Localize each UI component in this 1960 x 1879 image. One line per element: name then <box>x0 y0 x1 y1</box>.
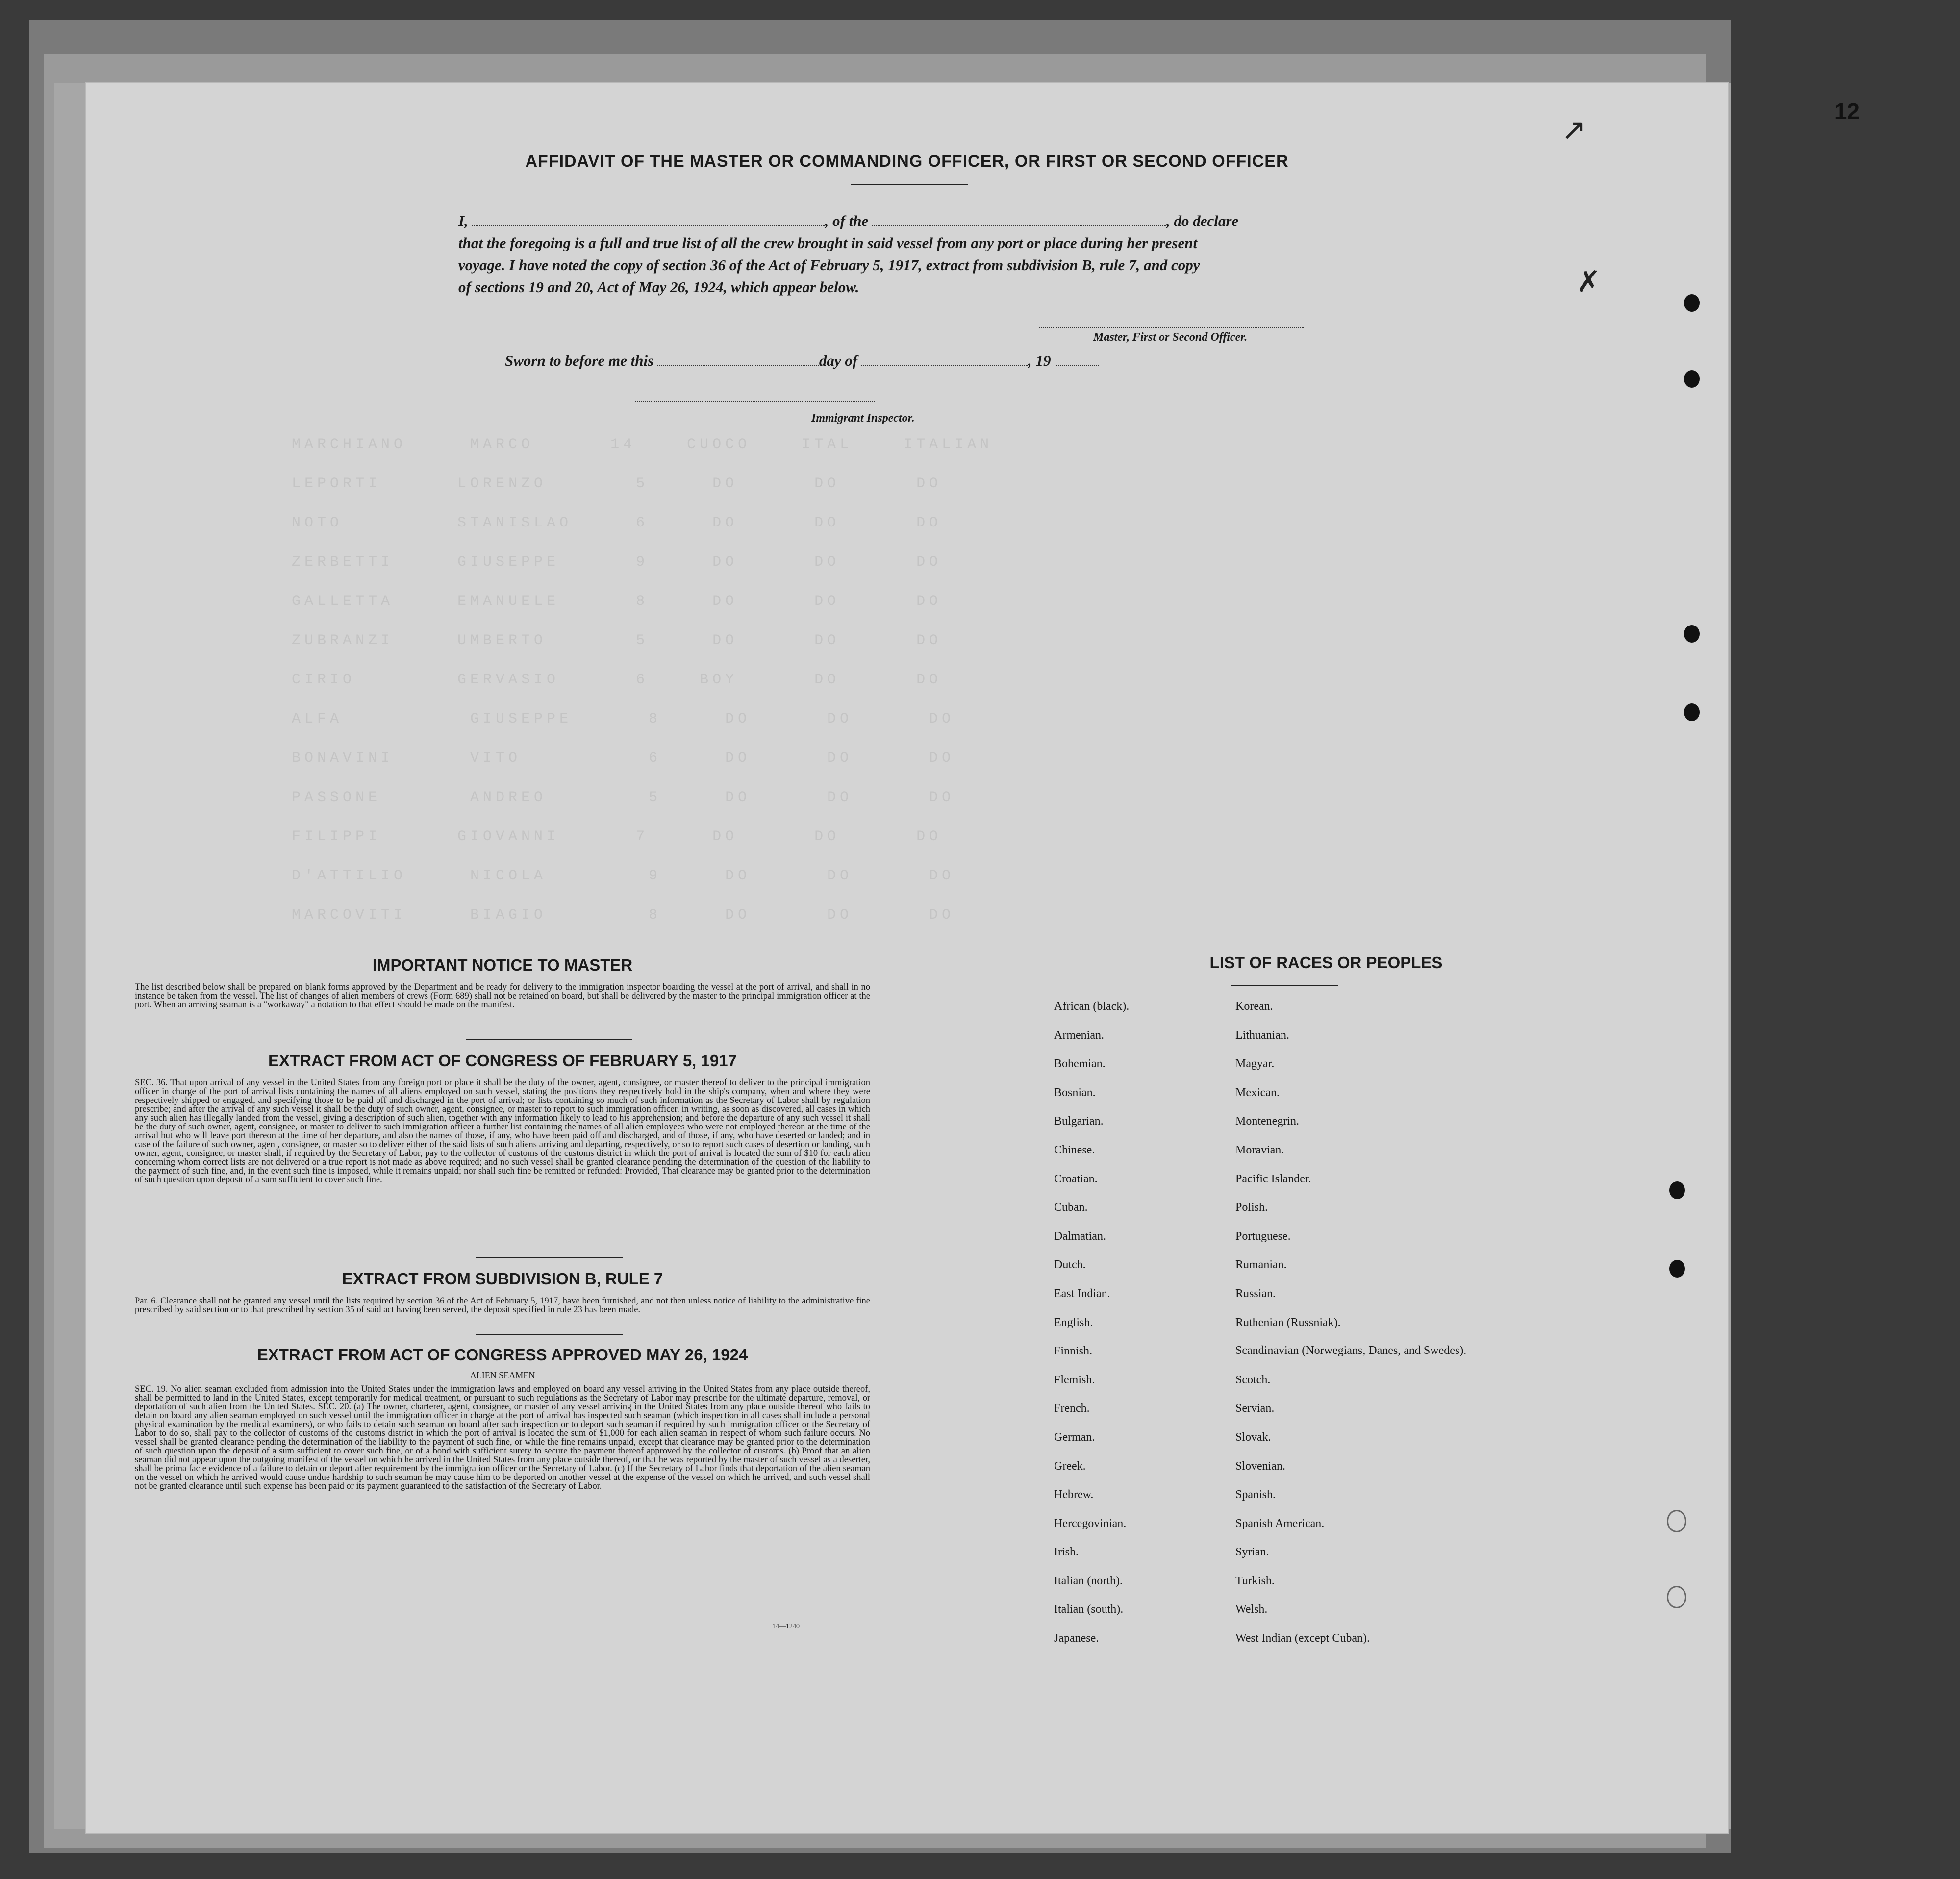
races-right-column <box>1235 1000 1510 1661</box>
affidavit-text: I, <box>458 212 468 229</box>
page-number: 12 <box>1834 99 1859 124</box>
extract-1924-subtitle: ALIEN SEAMEN <box>470 1370 535 1380</box>
divider <box>476 1257 623 1258</box>
race-item: German. <box>1054 1430 1095 1444</box>
bleed-through-text: BONAVINI VITO 6 DO DO DO <box>292 750 955 767</box>
race-item: Turkish. <box>1235 1574 1275 1587</box>
bleed-through-text: LEPORTI LORENZO 5 DO DO DO <box>292 476 942 492</box>
bleed-through-text: NOTO STANISLAO 6 DO DO DO <box>292 515 942 531</box>
race-item: Finnish. <box>1054 1345 1093 1358</box>
race-item: Bohemian. <box>1054 1057 1106 1071</box>
race-item: East Indian. <box>1054 1287 1110 1300</box>
race-item: Portuguese. <box>1235 1229 1291 1243</box>
binder-hole <box>1684 294 1700 312</box>
binder-hole <box>1667 1510 1686 1532</box>
extract-1917-text: SEC. 36. That upon arrival of any vessel in the United States from any foreign port or place it shall be the duty of the owner, agent, consignee, or master thereof to deliver to the principal immigration officer in charge of the port of arrival lists containing the names of all aliens employed on such vessel, stating the positions they respectively hold in the ship's company, when and where they were respectively shipped or engaged, and specifying those to be paid off and discharged in the port of arrival; or lists containing so much of such information as the Secretary of Labor shall by regulation prescribe; and after the arrival of any such vessel it shall be the duty of such owner, agent, consignee, or master to report to such immigration officer, in writing, as soon as discovered, all cases in which any such alien has illegally landed from the vessel, giving a description of such alien, together with any information likely to lead to his apprehension; and before the departure of any such vessel it shall be the duty of such owner, agent, consignee, or master to deliver to such immigration officer a further list containing the names of all alien employees who were not employed thereon at the time of the arrival but who will leave port thereon at the time of her departure, and also the names of those, if any, who have been paid off and discharged, and of those, if any, who have deserted or landed; and in case of the failure of such owner, agent, consignee, or master so to deliver either of the said lists of such aliens arriving and departing, respectively, or so to report such cases of desertion or landing, such owner, agent, consignee, or master shall, if required by the Secretary of Labor, pay to the collector of customs of the customs district in which the port of arrival is located the sum of $10 for each alien concerning whom correct lists are not delivered or a true report is not made as above required; and no such vessel shall be granted clearance pending the determination of the question of the liability to the payment of such fine, and, in the event such fine is imposed, while it remains unpaid; nor shall such fine be remitted or refunded: Provided, That clearance may be granted prior to the determination of such question upon deposit of a sum sufficient to cover such fine. <box>135 1078 870 1185</box>
race-item: Syrian. <box>1235 1546 1269 1559</box>
race-item: Dutch. <box>1054 1258 1086 1272</box>
affidavit-text: , of the <box>825 212 869 229</box>
race-item: Spanish. <box>1235 1488 1276 1502</box>
race-item: Greek. <box>1054 1459 1086 1473</box>
extract-1917-title: EXTRACT FROM ACT OF CONGRESS OF FEBRUARY 5, 1917 <box>268 1052 737 1070</box>
divider <box>851 184 968 185</box>
binder-hole <box>1684 625 1700 643</box>
vessel-blank[interactable] <box>872 212 1166 226</box>
divider <box>466 1039 632 1040</box>
race-item: West Indian (except Cuban). <box>1235 1632 1370 1645</box>
race-item: Moravian. <box>1235 1143 1284 1156</box>
binder-hole <box>1684 703 1700 721</box>
year-blank[interactable] <box>1055 352 1099 366</box>
race-item: Bosnian. <box>1054 1086 1096 1099</box>
bleed-through-text: MARCOVITI BIAGIO 8 DO DO DO <box>292 907 955 924</box>
race-item: Hercegovinian. <box>1054 1517 1127 1530</box>
master-signature-label: Master, First or Second Officer. <box>1093 331 1248 344</box>
binder-hole <box>1669 1260 1685 1278</box>
race-item: Flemish. <box>1054 1373 1095 1386</box>
race-item: African (black). <box>1054 1000 1130 1013</box>
race-item: Slovak. <box>1235 1430 1271 1444</box>
race-item: English. <box>1054 1316 1093 1329</box>
bleed-through-text: MARCHIANO MARCO 14 CUOCO ITAL ITALIAN <box>292 436 993 453</box>
affidavit-text: , 19 <box>1028 352 1051 369</box>
race-item: Slovenian. <box>1235 1459 1285 1473</box>
divider <box>1231 985 1338 986</box>
race-item: Irish. <box>1054 1546 1079 1559</box>
bleed-through-text: FILIPPI GIOVANNI 7 DO DO DO <box>292 828 942 845</box>
race-item: Mexican. <box>1235 1086 1280 1099</box>
notice-text: The list described below shall be prepared on blank forms approved by the Department and be ready for delivery to the immigration inspector boarding the vessel at the port of arrival, and shall in no instance be taken from the vessel. The list of changes of alien members of crews (Form 689) shall not be retained on board, but shall be delivered by the master to the principal immigration officer at the port. When an arriving seaman is a "workaway" a notation to that effect should be made on the manifest. <box>135 982 870 1010</box>
race-item: Korean. <box>1235 1000 1273 1013</box>
bleed-through-text: ZUBRANZI UMBERTO 5 DO DO DO <box>292 632 942 649</box>
binder-hole <box>1669 1181 1685 1199</box>
race-item: Montenegrin. <box>1235 1115 1299 1128</box>
sworn-line <box>505 351 1476 371</box>
handwritten-mark: ✗ <box>1576 265 1601 298</box>
race-item: French. <box>1054 1402 1090 1415</box>
signature-line <box>1039 327 1304 328</box>
race-item: Pacific Islander. <box>1235 1172 1311 1185</box>
month-blank[interactable] <box>861 352 1028 366</box>
race-item: Dalmatian. <box>1054 1229 1106 1243</box>
races-title: LIST OF RACES OR PEOPLES <box>1209 953 1443 972</box>
notice-title: IMPORTANT NOTICE TO MASTER <box>372 956 633 974</box>
bleed-through-text: ZERBETTI GIUSEPPE 9 DO DO DO <box>292 554 942 571</box>
binder-hole <box>1667 1586 1686 1608</box>
binder-hole <box>1684 370 1700 388</box>
handwritten-mark: ↗ <box>1561 113 1586 146</box>
affidavit-line-4: of sections 19 and 20, Act of May 26, 1924, which appear below. <box>458 278 859 296</box>
day-blank[interactable] <box>657 352 819 366</box>
affidavit-title: AFFIDAVIT OF THE MASTER OR COMMANDING OFFICER, OR FIRST OR SECOND OFFICER <box>525 152 1289 171</box>
inspector-signature-label: Immigrant Inspector. <box>811 412 915 425</box>
race-item: Chinese. <box>1054 1143 1095 1156</box>
race-item: Italian (north). <box>1054 1574 1123 1587</box>
affidavit-line-3: voyage. I have noted the copy of section 36 of the Act of February 5, 1917, extract from subdivision B, rule 7, and copy <box>458 256 1200 274</box>
race-item: Scotch. <box>1235 1373 1271 1386</box>
race-item: Croatian. <box>1054 1172 1098 1185</box>
race-item: Japanese. <box>1054 1632 1099 1645</box>
bleed-through-text: PASSONE ANDREO 5 DO DO DO <box>292 789 955 806</box>
race-item: Hebrew. <box>1054 1488 1094 1502</box>
bleed-through-text: GALLETTA EMANUELE 8 DO DO DO <box>292 593 942 610</box>
form-number: 14—1240 <box>772 1623 800 1630</box>
document-page <box>86 83 1728 1833</box>
race-item: Cuban. <box>1054 1201 1088 1214</box>
affidavit-line-1 <box>458 211 1429 231</box>
race-item: Scandinavian (Norwegians, Danes, and Swedes). <box>1235 1344 1467 1357</box>
race-item: Armenian. <box>1054 1028 1104 1042</box>
race-item: Welsh. <box>1235 1603 1268 1616</box>
race-item: Bulgarian. <box>1054 1115 1104 1128</box>
race-item: Servian. <box>1235 1402 1275 1415</box>
name-blank[interactable] <box>472 212 825 226</box>
extract-1924-title: EXTRACT FROM ACT OF CONGRESS APPROVED MAY 26, 1924 <box>257 1346 748 1364</box>
bleed-through-text: CIRIO GERVASIO 6 BOY DO DO <box>292 672 942 688</box>
extract-rule7-text: Par. 6. Clearance shall not be granted any vessel until the lists required by section 36 of the Act of February 5, 1917, have been furnished, and not then unless notice of liability to the administrative fine prescribed by said section or to that prescribed by section 35 of said act having been served, the deposit specified in rule 23 has been made. <box>135 1296 870 1315</box>
extract-1924-text: SEC. 19. No alien seaman excluded from admission into the United States under the immigration laws and employed on board any vessel arriving in the United States from any place outside thereof, shall be permitted to land in the United States, except temporarily for medical treatment, or pursuant to such regulations as the Secretary of Labor may prescribe for the ultimate departure, removal, or deportation of such alien from the United States. SEC. 20. (a) The owner, charterer, agent, consignee, or master of any vessel arriving in the United States from any place outside thereof who fails to detain on board any alien seaman employed on such vessel until the immigration officer in charge at the port of arrival has inspected such seaman (which inspection in all cases shall include a personal physical examination by the medical examiners), or who fails to detain such seaman on board after such inspection or to deport such seaman if required by such immigration officer or the Secretary of Labor to do so, shall pay to the collector of customs of the customs district in which the port of arrival is located the sum of $1,000 for each alien seaman in respect of whom such failure occurs. No vessel shall be granted clearance pending the determination of the liability to the payment of such fine, or while the fine remains unpaid, except that clearance may be granted prior to the determination of such question upon the deposit of a sum sufficient to cover such fine, or of a bond with sufficient surety to secure the payment thereof approved by the collector of customs. (b) Proof that an alien seaman did not appear upon the outgoing manifest of the vessel on which he arrived in the United States from any place outside thereof, or that he was reported by the master of such vessel as a deserter, shall be prima facie evidence of a failure to detain or deport after requirement by the immigration officer or the Secretary of Labor. (c) If the Secretary of Labor finds that deportation of the alien seaman on the vessel on which he arrived would cause undue hardship to such seaman he may cause him to be deported on another vessel at the expense of the vessel on which he arrived, and such vessel shall not be granted clearance until such expense has been paid or its payment guaranteed to the satisfaction of the Secretary of Labor. <box>135 1384 870 1491</box>
race-item: Italian (south). <box>1054 1603 1124 1616</box>
race-item: Lithuanian. <box>1235 1028 1289 1042</box>
signature-line <box>635 401 875 402</box>
races-left-column <box>1054 1000 1216 1661</box>
extract-rule7-title: EXTRACT FROM SUBDIVISION B, RULE 7 <box>342 1270 663 1288</box>
divider <box>476 1334 623 1335</box>
affidavit-text: Sworn to before me this <box>505 352 654 369</box>
affidavit-text: day of <box>819 352 858 369</box>
bleed-through-text: ALFA GIUSEPPE 8 DO DO DO <box>292 711 955 727</box>
affidavit-line-2: that the foregoing is a full and true list of all the crew brought in said vessel from any port or place during her present <box>458 234 1198 251</box>
bleed-through-text: D'ATTILIO NICOLA 9 DO DO DO <box>292 868 955 884</box>
race-item: Polish. <box>1235 1201 1268 1214</box>
race-item: Spanish American. <box>1235 1517 1325 1530</box>
race-item: Magyar. <box>1235 1057 1275 1071</box>
race-item: Rumanian. <box>1235 1258 1287 1272</box>
affidavit-text: , do declare <box>1166 212 1239 229</box>
race-item: Russian. <box>1235 1287 1276 1300</box>
race-item: Ruthenian (Russniak). <box>1235 1316 1341 1329</box>
